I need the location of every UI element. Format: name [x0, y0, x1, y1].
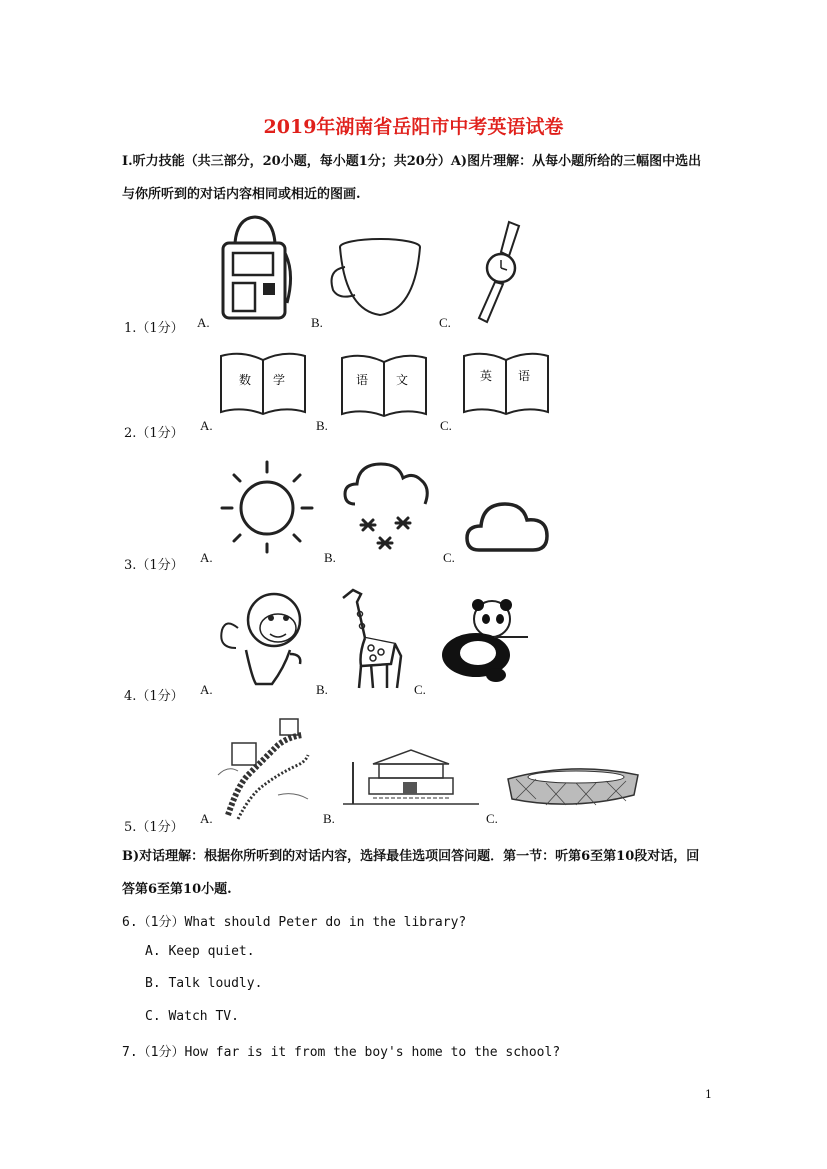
q4-option-b[interactable]: B. — [316, 682, 328, 697]
q7-stem: 7.（1分）How far is it from the boy's home to the school? — [122, 1045, 561, 1060]
section-1-heading: I.听力技能（共三部分，20小题，每小题1分；共20分）A)图片理解：从每小题所给的三幅图中选出与你所听到的对话内容相同或相近的图画. — [122, 154, 702, 202]
q2-option-c[interactable]: C. — [440, 418, 452, 433]
tiananmen-icon — [343, 742, 479, 810]
q5-option-b[interactable]: B. — [323, 811, 335, 826]
q4-number: 4.（1分） — [124, 689, 184, 704]
book-label: 数 — [239, 373, 252, 387]
math-book-icon — [217, 350, 309, 420]
q5-option-a[interactable]: A. — [200, 811, 213, 826]
q3-number: 3.（1分） — [124, 558, 184, 573]
cup-icon — [325, 235, 425, 320]
page-number: 1 — [705, 1088, 712, 1101]
q6-stem: 6.（1分）What should Peter do in the library? — [122, 915, 467, 930]
q5-number: 5.（1分） — [124, 820, 184, 835]
q2-option-b[interactable]: B. — [316, 418, 328, 433]
birds-nest-stadium-icon — [506, 765, 640, 813]
backpack-icon — [215, 213, 295, 323]
q4-option-c[interactable]: C. — [414, 682, 426, 697]
q1-option-b[interactable]: B. — [311, 315, 323, 330]
q6-choice-c[interactable]: C. Watch TV. — [145, 1009, 239, 1024]
watch-icon — [475, 218, 535, 328]
q3-option-a[interactable]: A. — [200, 550, 213, 565]
q6-choice-b[interactable]: B. Talk loudly. — [145, 976, 263, 991]
q1-option-c[interactable]: C. — [439, 315, 451, 330]
q1-number: 1.（1分） — [124, 321, 184, 336]
q3-option-b[interactable]: B. — [324, 550, 336, 565]
book-label: 文 — [396, 373, 409, 387]
book-label: 语 — [356, 373, 369, 387]
panda-icon — [434, 597, 530, 685]
q5-option-c[interactable]: C. — [486, 811, 498, 826]
monkey-icon — [216, 588, 312, 688]
q1-option-a[interactable]: A. — [197, 315, 210, 330]
snow-cloud-icon — [343, 458, 433, 556]
book-label: 语 — [518, 369, 531, 383]
giraffe-icon — [335, 584, 407, 690]
q2-number: 2.（1分） — [124, 426, 184, 441]
section-b-heading: B)对话理解：根据你所听到的对话内容，选择最佳选项回答问题．第一节：听第6至第10段对话，回答第6至第10小题. — [122, 849, 700, 897]
book-label: 学 — [273, 373, 286, 387]
great-wall-icon — [218, 715, 310, 823]
page-title: 2019年湖南省岳阳市中考英语试卷 — [263, 116, 564, 138]
book-label: 英 — [480, 369, 493, 383]
cloud-icon — [465, 498, 550, 554]
q2-option-a[interactable]: A. — [200, 418, 213, 433]
q6-choice-a[interactable]: A. Keep quiet. — [145, 944, 255, 959]
q3-option-c[interactable]: C. — [443, 550, 455, 565]
q4-option-a[interactable]: A. — [200, 682, 213, 697]
sun-icon — [220, 458, 314, 554]
chinese-book-icon — [338, 352, 430, 422]
english-book-icon — [460, 350, 552, 420]
